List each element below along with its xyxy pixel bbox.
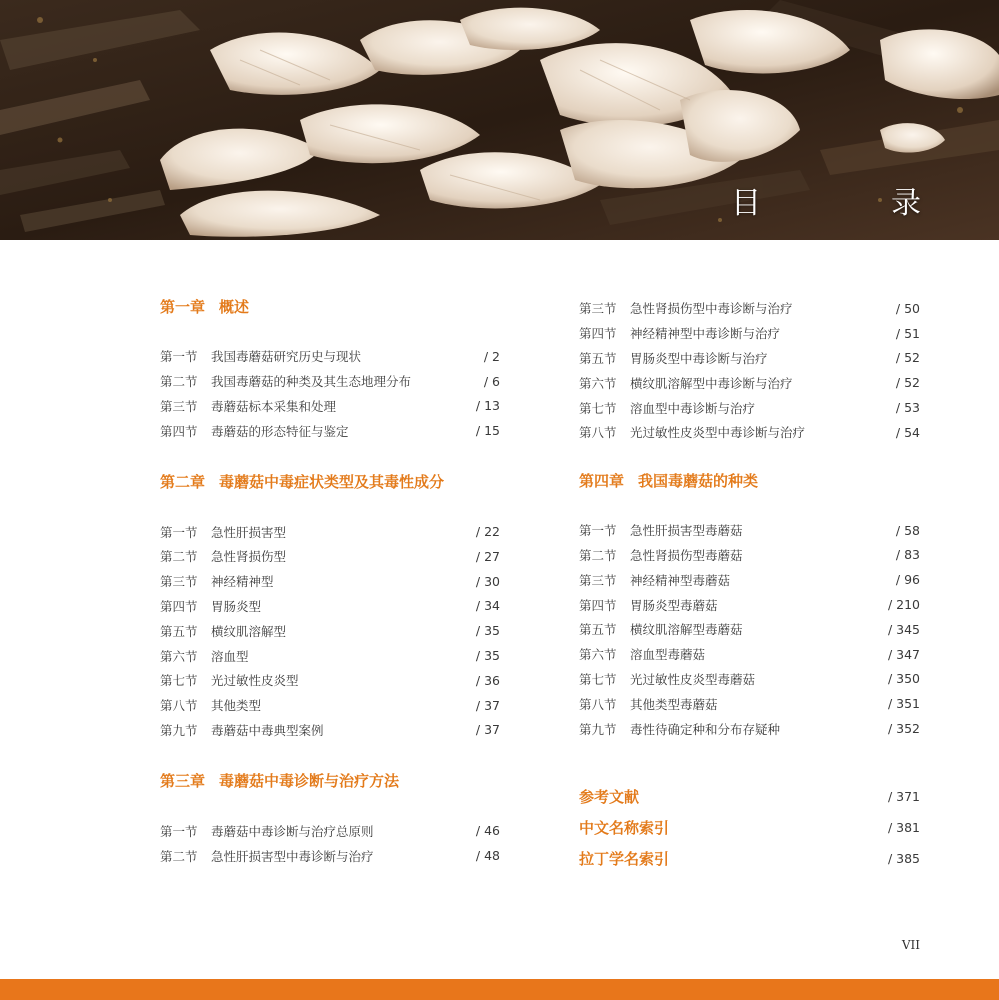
section-title: 毒蘑菇标本采集和处理	[211, 398, 337, 414]
appendix-title: 中文名称索引	[579, 818, 670, 837]
footer-bar	[0, 979, 999, 1000]
toc-entry[interactable]	[579, 370, 920, 395]
section-title: 光过敏性皮炎型毒蘑菇	[630, 671, 756, 687]
section-title: 神经精神型	[211, 574, 274, 590]
section-title: 胃肠炎型中毒诊断与治疗	[630, 350, 768, 366]
toc-entry[interactable]	[160, 569, 500, 594]
page-ref: / 51	[895, 325, 920, 341]
toc-entry[interactable]	[160, 668, 500, 693]
page-ref: / 52	[895, 375, 920, 391]
section-number: 第二节	[160, 374, 198, 390]
page-ref: / 13	[475, 398, 500, 414]
section-number: 第八节	[160, 698, 198, 714]
section-number: 第三节	[160, 574, 198, 590]
page-ref: / 22	[475, 524, 500, 540]
section-title: 溶血型毒蘑菇	[630, 647, 706, 663]
page-ref: / 350	[887, 671, 920, 687]
section-title: 溶血型中毒诊断与治疗	[630, 400, 756, 416]
section-title: 毒蘑菇的形态特征与鉴定	[211, 423, 349, 439]
section-title: 神经精神型中毒诊断与治疗	[630, 326, 781, 342]
page-ref: / 53	[895, 400, 920, 416]
section-title: 急性肝损害型毒蘑菇	[630, 523, 743, 539]
chapter-4	[579, 470, 920, 741]
page-ref: / 37	[475, 722, 500, 738]
chapter-1	[160, 296, 500, 443]
section-number: 第五节	[160, 623, 198, 639]
toc-entry[interactable]	[160, 394, 500, 419]
page-ref: / 54	[895, 424, 920, 440]
page-ref: / 50	[895, 300, 920, 316]
section-number: 第八节	[579, 425, 617, 441]
section-title: 急性肝损害型中毒诊断与治疗	[211, 848, 374, 864]
toc-entry[interactable]	[579, 518, 920, 543]
page-number: VII	[901, 938, 920, 952]
section-number: 第四节	[579, 597, 617, 613]
page-ref: / 35	[475, 623, 500, 639]
section-title: 横纹肌溶解型毒蘑菇	[630, 622, 743, 638]
section-number: 第七节	[160, 673, 198, 689]
section-number: 第五节	[579, 622, 617, 638]
page-ref: / 371	[887, 788, 920, 804]
appendix-title: 拉丁学名索引	[579, 849, 670, 868]
toc-entry[interactable]	[160, 843, 500, 868]
toc-entry[interactable]	[160, 643, 500, 668]
chapter-name: 毒蘑菇中毒诊断与治疗方法	[219, 772, 400, 791]
section-number: 第一节	[160, 349, 198, 365]
toc-heading: 目 录	[731, 186, 971, 221]
section-title: 神经精神型毒蘑菇	[630, 572, 731, 588]
chapter-title[interactable]	[160, 770, 500, 792]
chapter-name: 概述	[219, 298, 250, 316]
section-number: 第八节	[579, 696, 617, 712]
section-title: 急性肾损伤型毒蘑菇	[630, 547, 743, 563]
chapter-title[interactable]	[579, 470, 920, 492]
toc-entry[interactable]	[579, 543, 920, 568]
section-number: 第七节	[579, 400, 617, 416]
page-ref: / 36	[475, 672, 500, 688]
page-ref: / 37	[475, 697, 500, 713]
page-ref: / 46	[475, 823, 500, 839]
toc-entry[interactable]	[579, 420, 920, 445]
section-number: 第六节	[579, 375, 617, 391]
page-ref: / 6	[483, 373, 500, 389]
page-ref: / 96	[895, 572, 920, 588]
toc-entry[interactable]	[579, 395, 920, 420]
toc-entry[interactable]	[160, 418, 500, 443]
section-title: 毒蘑菇中毒典型案例	[211, 722, 324, 738]
page-ref: / 347	[887, 646, 920, 662]
toc-entry[interactable]	[579, 346, 920, 371]
page-ref: / 34	[475, 598, 500, 614]
page-ref: / 351	[887, 696, 920, 712]
section-number: 第三节	[579, 301, 617, 317]
section-number: 第二节	[160, 848, 198, 864]
chapter-number: 第四章	[579, 471, 625, 490]
section-title: 溶血型	[211, 648, 249, 664]
toc-entry[interactable]	[160, 818, 500, 843]
section-title: 毒蘑菇中毒诊断与治疗总原则	[211, 823, 374, 839]
appendix-title: 参考文献	[579, 787, 640, 806]
page-ref: / 35	[475, 648, 500, 664]
section-number: 第六节	[579, 647, 617, 663]
section-number: 第五节	[579, 350, 617, 366]
page-ref: / 352	[887, 721, 920, 737]
chapter-title[interactable]	[160, 296, 500, 318]
toc-entry[interactable]	[160, 693, 500, 718]
toc-entry[interactable]	[579, 296, 920, 321]
chapter-title[interactable]	[160, 471, 500, 493]
toc-entry[interactable]	[160, 344, 500, 369]
page-ref: / 385	[887, 850, 920, 866]
chapter-2	[160, 471, 500, 742]
section-title: 其他类型毒蘑菇	[630, 696, 718, 712]
page-ref: / 52	[895, 350, 920, 366]
toc-entry[interactable]	[579, 691, 920, 716]
toc-left-column	[160, 296, 500, 868]
toc-entry[interactable]	[160, 369, 500, 394]
toc-entry[interactable]	[160, 618, 500, 643]
section-number: 第九节	[160, 722, 198, 738]
toc-entry[interactable]	[579, 667, 920, 692]
section-title: 急性肾损伤型中毒诊断与治疗	[630, 301, 793, 317]
page-ref: / 210	[887, 597, 920, 613]
page-ref: / 48	[475, 848, 500, 864]
section-number: 第九节	[579, 721, 617, 737]
page-ref: / 345	[887, 621, 920, 637]
section-number: 第一节	[579, 523, 617, 539]
toc-entry[interactable]	[579, 567, 920, 592]
page-ref: / 15	[475, 423, 500, 439]
appendix-latin-index[interactable]	[579, 843, 920, 874]
section-title: 我国毒蘑菇研究历史与现状	[211, 349, 362, 365]
section-number: 第三节	[579, 572, 617, 588]
toc-entry[interactable]	[160, 544, 500, 569]
chapter-number: 第二章	[160, 473, 206, 492]
chapter-name: 我国毒蘑菇的种类	[638, 471, 759, 490]
chapter-number: 第三章	[160, 772, 206, 791]
page-ref: / 30	[475, 573, 500, 589]
appendix-chinese-index[interactable]	[579, 812, 920, 843]
section-number: 第一节	[160, 524, 198, 540]
section-number: 第四节	[579, 326, 617, 342]
chapter-3-continued	[579, 296, 920, 445]
section-title: 毒性待确定种和分布存疑种	[630, 721, 781, 737]
chapter-name: 毒蘑菇中毒症状类型及其毒性成分	[219, 473, 445, 492]
page-ref: / 58	[895, 522, 920, 538]
toc-entry[interactable]	[579, 716, 920, 741]
section-title: 急性肝损害型	[211, 524, 287, 540]
toc-entry[interactable]	[579, 617, 920, 642]
section-title: 急性肾损伤型	[211, 549, 287, 565]
section-title: 横纹肌溶解型中毒诊断与治疗	[630, 375, 793, 391]
section-title: 胃肠炎型	[211, 598, 262, 614]
section-number: 第一节	[160, 823, 198, 839]
toc-entry[interactable]	[160, 718, 500, 743]
section-number: 第四节	[160, 598, 198, 614]
page-ref: / 83	[895, 547, 920, 563]
section-title: 其他类型	[211, 698, 262, 714]
header-photo-mushrooms	[0, 0, 999, 240]
toc-entry[interactable]	[579, 321, 920, 346]
section-number: 第二节	[160, 549, 198, 565]
section-number: 第四节	[160, 423, 198, 439]
page-ref: / 381	[887, 819, 920, 835]
section-title: 横纹肌溶解型	[211, 623, 287, 639]
page-ref: / 27	[475, 548, 500, 564]
toc-right-column	[579, 296, 920, 874]
section-title: 我国毒蘑菇的种类及其生态地理分布	[211, 374, 412, 390]
section-number: 第七节	[579, 671, 617, 687]
toc-entry[interactable]	[160, 519, 500, 544]
section-title: 光过敏性皮炎型中毒诊断与治疗	[630, 425, 806, 441]
section-title: 胃肠炎型毒蘑菇	[630, 597, 718, 613]
appendix-references[interactable]	[579, 781, 920, 812]
section-number: 第二节	[579, 547, 617, 563]
page-ref: / 2	[483, 348, 500, 364]
section-number: 第三节	[160, 398, 198, 414]
chapter-3	[160, 770, 500, 868]
toc-entry[interactable]	[579, 642, 920, 667]
toc-entry[interactable]	[579, 592, 920, 617]
toc-entry[interactable]	[160, 594, 500, 619]
section-title: 光过敏性皮炎型	[211, 673, 299, 689]
section-number: 第六节	[160, 648, 198, 664]
chapter-number: 第一章	[160, 298, 206, 316]
